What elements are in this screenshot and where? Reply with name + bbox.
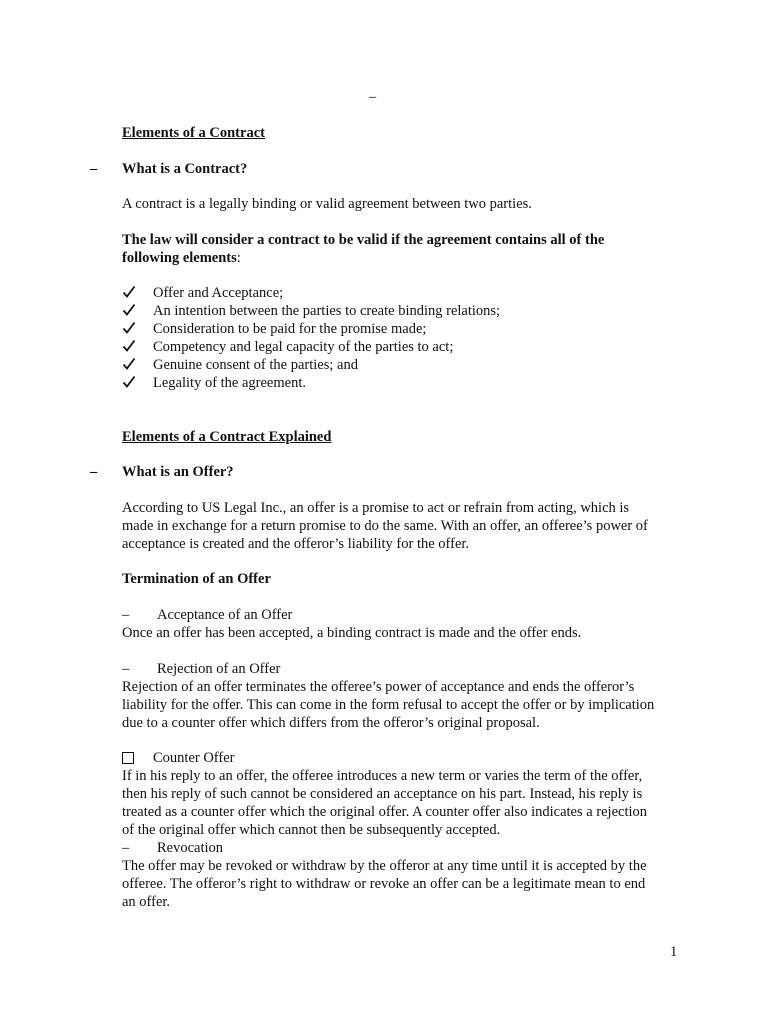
rejection-text-line: Rejection of an offer terminates the offeree’s power of acceptance and ends the offeror’s — [122, 679, 635, 695]
revocation-text-line: offeree. The offeror’s right to withdraw or revoke an offer can be a legitimate mean to end — [122, 876, 646, 892]
list-item: An intention between the parties to create binding relations; — [153, 303, 501, 319]
rejection-text-line: due to a counter offer which differs from the offeror’s original proposal. — [122, 715, 540, 731]
acceptance-text: Once an offer has been accepted, a binding contract is made and the offer ends. — [122, 625, 582, 641]
acceptance-heading: Acceptance of an Offer — [157, 607, 293, 623]
list-item: Consideration to be paid for the promise made; — [153, 321, 427, 337]
checkmark-icon — [122, 285, 136, 299]
counter-offer-line: of the original offer which cannot then be subsequently accepted. — [122, 822, 501, 838]
law-statement-line-2 — [122, 249, 241, 267]
checkmark-icon — [122, 339, 136, 353]
question-what-is-contract: What is a Contract? — [122, 161, 248, 177]
acceptance-dash: – — [122, 607, 130, 623]
offer-paragraph-line: made in exchange for a return promise to do the same. With an offer, an offeree’s power of — [122, 518, 648, 534]
section-title-elements: Elements of a Contract — [122, 125, 265, 141]
question-dash: – — [90, 161, 98, 177]
rejection-text-line: liability for the offer. This can come in the form refusal to accept the offer or by implication — [122, 697, 655, 713]
counter-offer-line: treated as a counter offer which the original offer. A counter offer also indicates a rejection — [122, 804, 648, 820]
checkbox-square-icon — [122, 752, 134, 764]
rejection-dash: – — [122, 661, 130, 677]
counter-offer-line: If in his reply to an offer, the offeree introduces a new term or varies the term of the offer, — [122, 768, 643, 784]
checkmark-icon — [122, 321, 136, 335]
law-statement-colon: : — [236, 250, 241, 266]
section-title-explained: Elements of a Contract Explained — [122, 429, 332, 445]
checkmark-icon — [122, 357, 136, 371]
counter-offer-heading: Counter Offer — [153, 750, 235, 766]
revocation-text-line: an offer. — [122, 894, 171, 910]
contract-definition: A contract is a legally binding or valid agreement between two parties. — [122, 196, 532, 212]
page-number: 1 — [670, 944, 678, 960]
revocation-text-line: The offer may be revoked or withdraw by the offeror at any time until it is accepted by the — [122, 858, 647, 874]
revocation-dash: – — [122, 840, 130, 856]
offer-paragraph-line: acceptance is created and the offeror’s liability for the offer. — [122, 536, 470, 552]
offer-paragraph-line: According to US Legal Inc., an offer is a promise to act or refrain from acting, which is — [122, 500, 630, 516]
law-statement-bold: following elements — [122, 250, 237, 266]
revocation-heading: Revocation — [157, 840, 224, 856]
termination-heading: Termination of an Offer — [122, 571, 271, 587]
rejection-heading: Rejection of an Offer — [157, 661, 281, 677]
list-item: Legality of the agreement. — [153, 375, 306, 391]
checkmark-icon — [122, 303, 136, 317]
top-dash: – — [369, 89, 377, 105]
law-statement-line-1: The law will consider a contract to be valid if the agreement contains all of the — [122, 232, 605, 248]
question-dash: – — [90, 464, 98, 480]
question-what-is-offer: What is an Offer? — [122, 464, 234, 480]
list-item: Genuine consent of the parties; and — [153, 357, 358, 373]
counter-offer-line: then his reply of such cannot be considered an acceptance on his part. Instead, his reply is — [122, 786, 643, 802]
list-item: Offer and Acceptance; — [153, 285, 284, 301]
list-item: Competency and legal capacity of the parties to act; — [153, 339, 454, 355]
checkmark-icon — [122, 375, 136, 389]
